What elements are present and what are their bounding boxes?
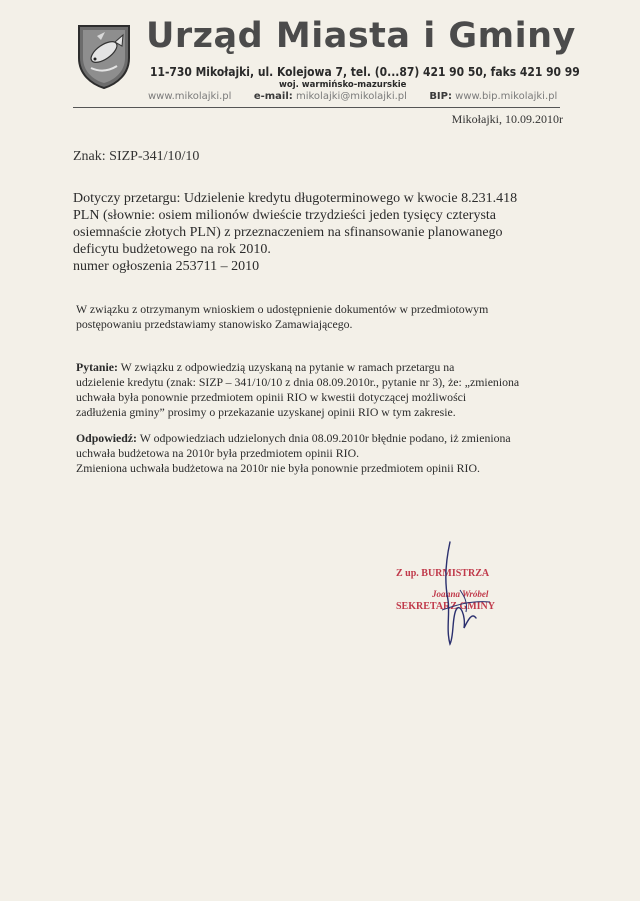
answer-text: Zmieniona uchwała budżetowa na 2010r nie była ponownie przedmiotem opinii RIO.	[76, 461, 480, 475]
question-text: W związku z odpowiedzią uzyskaną na pytanie w ramach przetargu na	[117, 360, 455, 374]
question-text: zadłużenia gminy” prosimy o przekazanie uzyskanej opinii RIO w tym zakresie.	[76, 405, 456, 419]
signatory-name: Joanna Wróbel	[432, 589, 489, 599]
date-line: Mikołajki, 10.09.2010r	[451, 112, 563, 126]
bip-link[interactable]: www.bip.mikolajki.pl	[455, 91, 558, 102]
answer-text: uchwała budżetowa na 2010r była przedmiotem opinii RIO.	[76, 446, 360, 460]
announcement-number: numer ogłoszenia 253711 – 2010	[73, 259, 260, 274]
question-label: Pytanie:	[76, 360, 118, 374]
reference-number: Znak: SIZP-341/10/10	[73, 149, 200, 164]
signatory-title: SEKRETARZ GMINY	[396, 601, 495, 612]
subject-line: deficytu budżetowego na rok 2010.	[73, 242, 271, 257]
email-link[interactable]: mikolajki@mikolajki.pl	[295, 91, 407, 102]
subject-line: osiemnaście złotych PLN) z przeznaczeniem na sfinansowanie planowanego	[73, 225, 503, 240]
subject-line: PLN (słownie: osiem milionów dwieście trzydzieści jeden tysięcy czterysta	[73, 208, 496, 223]
bip-label: BIP:	[429, 91, 452, 102]
email-label: e-mail:	[253, 91, 293, 102]
organization-address: 11-730 Mikołajki, ul. Kolejowa 7, tel. (0...87) 421 90 50, faks 421 90 99	[150, 64, 580, 79]
intro-line: postępowaniu przedstawiamy stanowisko Zamawiającego.	[76, 317, 353, 331]
answer-text: W odpowiedziach udzielonych dnia 08.09.2010r błędnie podano, iż zmieniona	[136, 431, 511, 445]
question-block	[76, 360, 561, 420]
coat-of-arms-fish-icon	[75, 22, 133, 90]
answer-block	[76, 431, 561, 476]
subject-line: Dotyczy przetargu: Udzielenie kredytu długoterminowego w kwocie 8.231.418	[73, 191, 518, 206]
contact-links	[148, 91, 557, 102]
handwritten-signature	[380, 540, 540, 650]
organization-region: woj. warmińsko-mazurskie	[279, 80, 407, 90]
intro-paragraph	[76, 302, 556, 332]
question-text: uchwała była ponownie przedmiotem opinii RIO w kwestii dotyczącej możliwości	[76, 390, 467, 404]
signature-block	[380, 540, 540, 650]
website-link[interactable]: www.mikolajki.pl	[148, 91, 232, 102]
intro-line: W związku z otrzymanym wnioskiem o udostępnienie dokumentów w przedmiotowym	[76, 302, 489, 316]
signature-authorization: Z up. BURMISTRZA	[396, 568, 490, 579]
header-divider	[73, 107, 560, 108]
answer-label: Odpowiedź:	[76, 431, 137, 445]
organization-name: Urząd Miasta i Gminy	[146, 16, 576, 56]
subject-paragraph	[73, 190, 573, 275]
question-text: udzielenie kredytu (znak: SIZP – 341/10/10 z dnia 08.09.2010r., pytanie nr 3), że: „zmieniona	[76, 375, 520, 389]
